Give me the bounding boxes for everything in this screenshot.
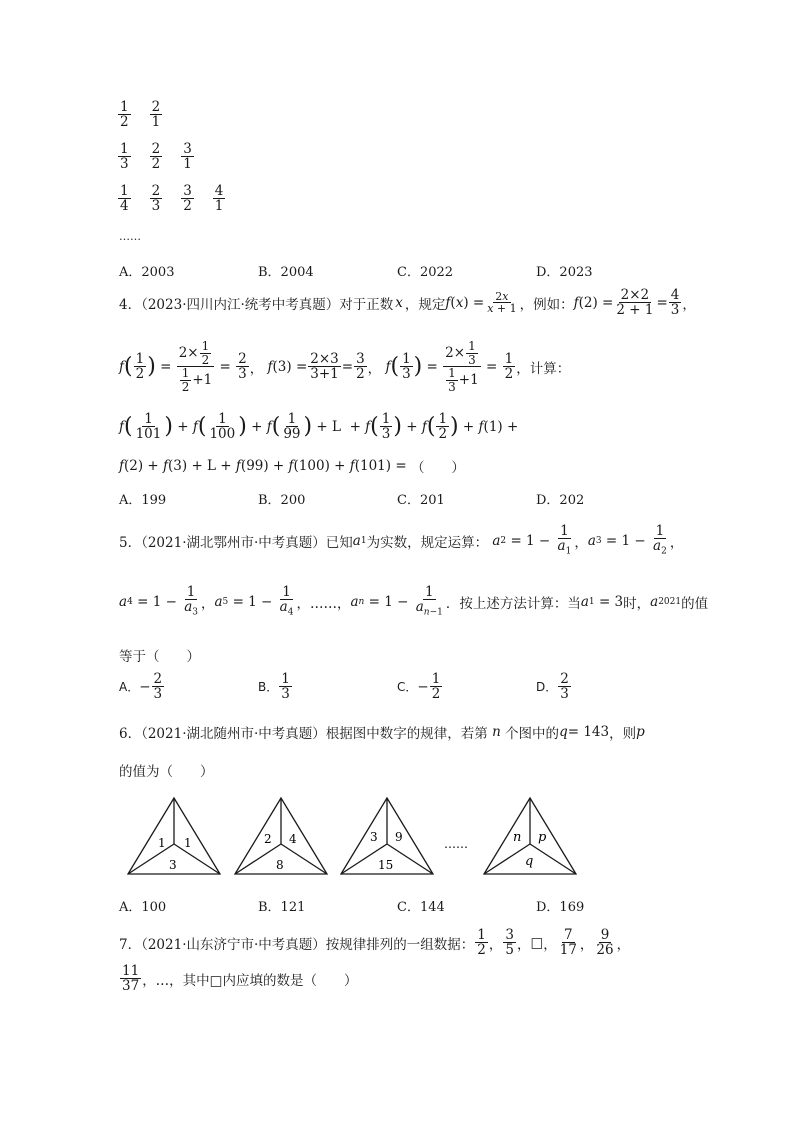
- triangle-4-right: p: [538, 830, 547, 845]
- q7-line-2: $\frac{11}{37}$ ，…，其中□内应填的数是（ ）: [122, 963, 358, 995]
- q4-line-2: f ( $\frac{1}{2}$ ) = 2× $\frac{1}{2}$ $\frac{1}{2}$ +1 = $\frac{2}{3}$ ， f (3) = $\frac{2\times 3}{3+1}$ = $\frac{3}{2}$ ， f ( $\frac{1}{3}$ ) = 2× $\frac{1}{3}$ $\frac{1}{3}$ +1 = $\frac{1}{2}$ ，计算：: [119, 339, 571, 394]
- option-b[interactable]: B． $\frac{1}{3}$: [258, 671, 290, 703]
- option-d[interactable]: D．169: [536, 900, 585, 915]
- option-a[interactable]: A． − $\frac{2}{3}$: [119, 671, 163, 703]
- option-c[interactable]: C．201: [397, 493, 445, 508]
- fraction: $\frac{3}{1}$: [183, 141, 192, 173]
- option-b[interactable]: B．2004: [258, 265, 314, 280]
- triangle-3-left: 3: [370, 830, 378, 844]
- fraction: $\frac{2}{2}$: [151, 141, 161, 173]
- option-d[interactable]: D． $\frac{2}{3}$: [536, 671, 569, 703]
- fraction: $\frac{1}{2}$: [120, 99, 129, 131]
- triangle-2-bottom: 8: [276, 858, 284, 872]
- option-a[interactable]: A．100: [119, 900, 167, 915]
- fraction: $\frac{3}{2}$: [183, 183, 192, 215]
- triangle-1-left: 1: [158, 836, 166, 850]
- option-a[interactable]: A．199: [119, 493, 167, 508]
- q4-line-3: f ( $\frac{1}{101}$ ) + f ( $\frac{1}{100}$ ) + f ( $\frac{1}{99}$ ) + L + f ( $\frac{1}{3}$ ) + f ( $\frac{1}{2}$ ) + f (1) +: [119, 411, 519, 443]
- fraction: $\frac{1}{4}$: [120, 183, 129, 215]
- option-b[interactable]: B．200: [258, 493, 306, 508]
- q6-line-1: 6．（2021·湖北随州市·中考真题）根据图中数字的规律，若第 n 个图中的 q = 143 ，则 p: [119, 724, 645, 742]
- q7-line-1: 7．（2021·山东济宁市·中考真题）按规律排列的一组数据： $\frac{1}{2}$ ， $\frac{3}{5}$ ， □ ， $\frac{7}{17}$ ， $\frac{9}{26}$ ，: [119, 927, 631, 959]
- q5-line-3: 等于（ ）: [119, 649, 200, 665]
- triangle-2-right: 4: [289, 832, 297, 846]
- q4-rule-fraction: $\frac{2x}{x + 1}$: [487, 289, 517, 316]
- option-c[interactable]: C． − $\frac{1}{2}$: [397, 671, 441, 703]
- triangle-2-left: 2: [264, 832, 272, 846]
- triangle-3-right: 9: [395, 830, 403, 844]
- triangle-1-right: 1: [184, 836, 192, 850]
- q5-line-1: 5．（2021·湖北鄂州市·中考真题）已知 a 1 为实数，规定运算： a 2 = 1 − $\frac{1}{a_1}$ ， a 3 = 1 − $\frac{1}{a_2}$ ，: [119, 523, 684, 557]
- q6-line-2: 的值为（ ）: [119, 764, 214, 780]
- blank-box: □: [530, 934, 544, 951]
- triangle-1-bottom: 3: [169, 858, 177, 872]
- option-c[interactable]: C．144: [397, 900, 445, 915]
- option-a[interactable]: A．2003: [119, 265, 175, 280]
- triangle-4-bottom: q: [525, 854, 534, 869]
- q4-answer-paren: （ ）: [410, 460, 465, 476]
- q4-line-1: 4．（2023·四川内江·统考中考真题）对于正数 x ，规定 f ( x ) = $\frac{2x}{x + 1}$ ，例如： f (2) = $\frac{2\times 2}{2 + 1}$ = $\frac{4}{3}$ ，: [119, 287, 696, 319]
- q4-line-4: f (2) + f (3) + L + f (99) + f (100) + f (101) = （ ）: [119, 458, 465, 476]
- fraction: $\frac{2}{1}$: [151, 99, 161, 131]
- fraction: $\frac{1}{3}$: [120, 141, 129, 173]
- option-d[interactable]: D．202: [536, 493, 585, 508]
- option-d[interactable]: D．2023: [536, 265, 593, 280]
- fraction: $\frac{2}{3}$: [151, 183, 161, 215]
- option-c[interactable]: C．2022: [397, 265, 454, 280]
- triangle-4-left: n: [513, 830, 522, 845]
- fraction: $\frac{4}{1}$: [214, 183, 224, 215]
- q6-triangles-figure: [120, 792, 600, 880]
- fraction-row-3: [117, 184, 226, 213]
- triangle-dots: ……: [444, 837, 468, 851]
- fraction-row-1: [117, 100, 163, 129]
- ellipsis: ……: [119, 230, 141, 243]
- q5-line-2: a 4 = 1 − $\frac{1}{a_3}$ ， a 5 = 1 − $\frac{1}{a_4}$ ， ……， a n = 1 − $\frac{1}{a_{n-1}}$ ．按上述方法计算：当 a 1 = 3 时， a 2021 的值: [119, 584, 709, 618]
- fraction-row-2: [117, 142, 195, 171]
- option-b[interactable]: B．121: [258, 900, 306, 915]
- triangle-3-bottom: 15: [378, 858, 394, 872]
